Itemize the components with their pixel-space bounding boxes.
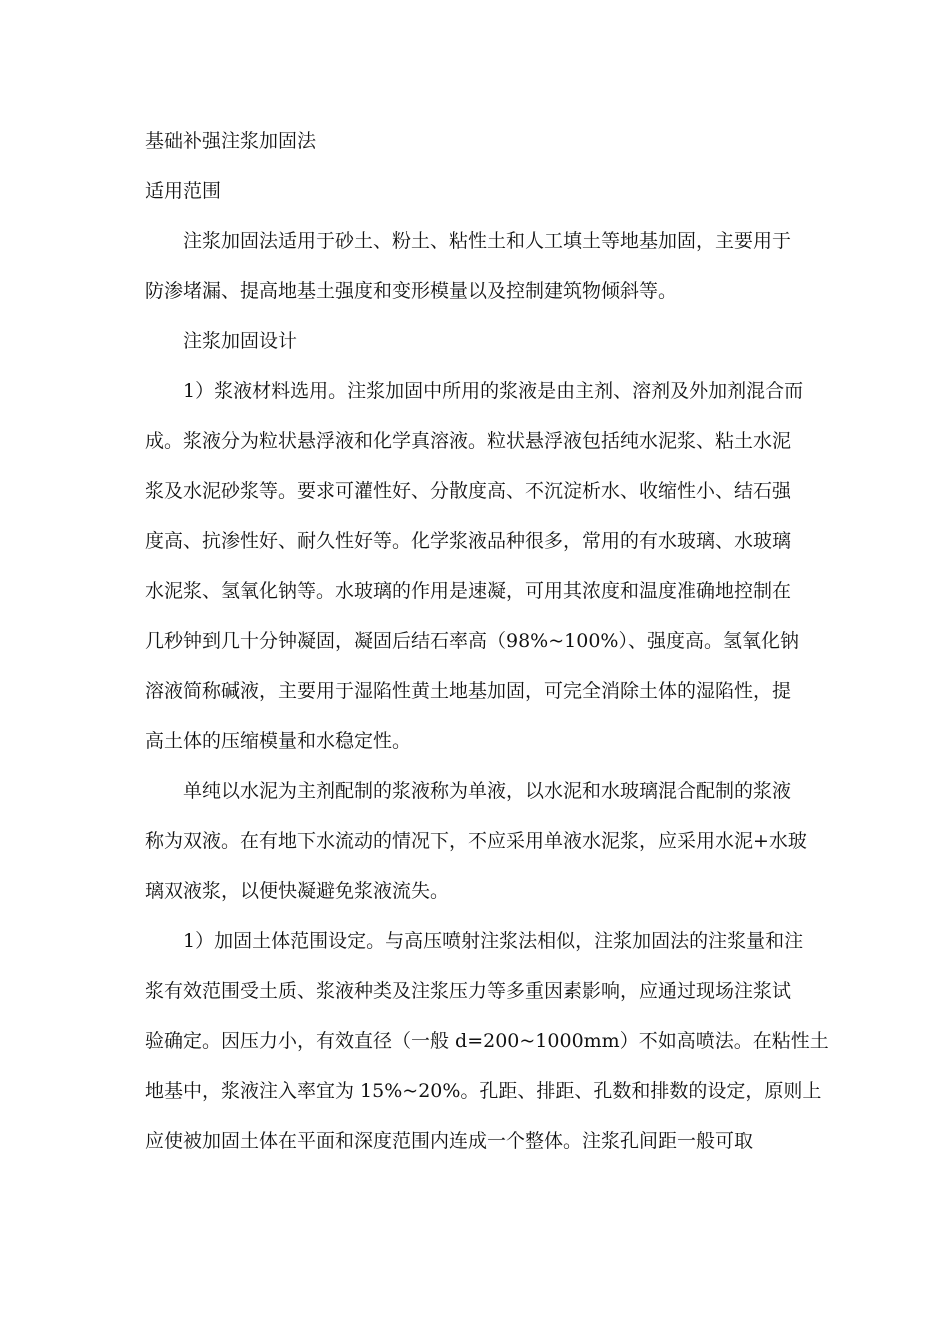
paragraph-line: 1）加固土体范围设定。与高压喷射注浆法相似，注浆加固法的注浆量和注 [183,930,804,952]
paragraph-line: 溶液简称碱液，主要用于湿陷性黄土地基加固，可完全消除土体的湿陷性，提 [145,680,792,702]
paragraph-line: 几秒钟到几十分钟凝固，凝固后结石率高（98%~100%）、强度高。氢氧化钠 [145,630,799,652]
paragraph-line: 应使被加固土体在平面和深度范围内连成一个整体。注浆孔间距一般可取 [145,1130,754,1152]
paragraph-line: 璃双液浆，以便快凝避免浆液流失。 [145,880,450,902]
paragraph-line: 地基中，浆液注入率宜为 15%~20%。孔距、排距、孔数和排数的设定，原则上 [145,1080,822,1102]
paragraph-line: 验确定。因压力小，有效直径（一般 d=200~1000mm）不如高喷法。在粘性土 [145,1030,829,1052]
paragraph-line: 单纯以水泥为主剂配制的浆液称为单液，以水泥和水玻璃混合配制的浆液 [183,780,792,802]
paragraph-line: 1）浆液材料选用。注浆加固中所用的浆液是由主剂、溶剂及外加剂混合而 [183,380,804,402]
paragraph-line: 浆有效范围受土质、浆液种类及注浆压力等多重因素影响，应通过现场注浆试 [145,980,792,1002]
section-heading-design: 注浆加固设计 [183,330,298,352]
paragraph-line: 高土体的压缩模量和水稳定性。 [145,730,412,752]
paragraph-line: 注浆加固法适用于砂土、粉土、粘性土和人工填土等地基加固，主要用于 [183,230,792,252]
section-heading-scope: 适用范围 [145,180,222,202]
paragraph-line: 水泥浆、氢氧化钠等。水玻璃的作用是速凝，可用其浓度和温度准确地控制在 [145,580,792,602]
paragraph-line: 称为双液。在有地下水流动的情况下，不应采用单液水泥浆，应采用水泥+水玻 [145,830,807,852]
paragraph-line: 度高、抗渗性好、耐久性好等。化学浆液品种很多，常用的有水玻璃、水玻璃 [145,530,792,552]
paragraph-line: 成。浆液分为粒状悬浮液和化学真溶液。粒状悬浮液包括纯水泥浆、粘土水泥 [145,430,792,452]
document-title: 基础补强注浆加固法 [145,130,317,152]
paragraph-line: 防渗堵漏、提高地基土强度和变形模量以及控制建筑物倾斜等。 [145,280,678,302]
paragraph-line: 浆及水泥砂浆等。要求可灌性好、分散度高、不沉淀析水、收缩性小、结石强 [145,480,792,502]
document-body [145,116,829,1166]
